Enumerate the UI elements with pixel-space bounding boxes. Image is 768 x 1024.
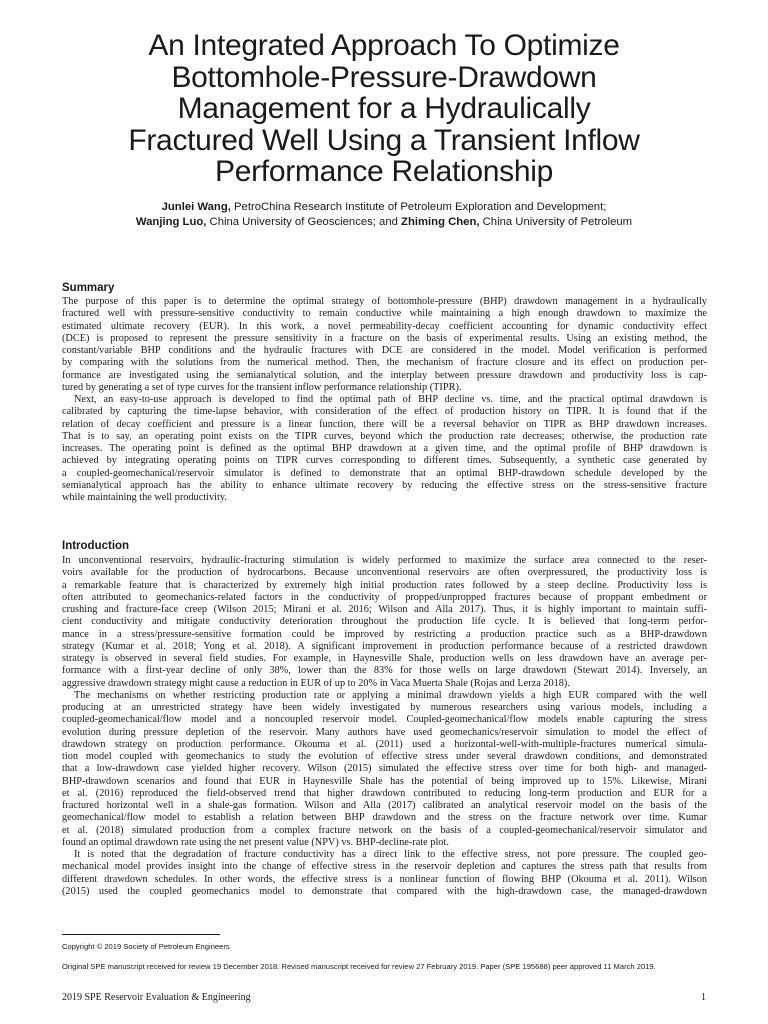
title-line: Bottomhole-Pressure-Drawdown	[171, 60, 597, 94]
text-line: fractured well with pressure-sensitive conductivity to remain conductive while maintaining a high enough drawdown to maximize the	[62, 308, 707, 320]
text-line: different drawdown schedules. In other words, the effective stress is a nonlinear function of flowing BHP (Okouma et al. 2011). Wilson	[62, 873, 707, 885]
text-line: That is to say, an operating point exists on the TIPR curves, beyond which the production rate decreases; otherwise, the production rate	[62, 430, 707, 442]
text-line: It is noted that the degradation of fracture conductivity has a direct link to the effective stress, not pore pressure. The coupled geo-	[74, 849, 707, 860]
introduction-body	[62, 555, 707, 898]
text-line: strategy is observed in several field studies. For example, in Haynesville Shale, production wells on less drawdown have an average per-	[62, 653, 707, 664]
text-line: constant/variable BHP conditions and the hydraulic fractures with DCE are considered in the model. Model verification is performed	[62, 345, 707, 356]
text-line: (DCE) is proposed to represent the pressure sensitivity in a fracture on the basis of experimental results. Using an existing method, the	[62, 332, 707, 344]
text-line: a coupled-geomechanical/reservoir simulator is defined to demonstrate that an optimal BHP-drawdown schedule developed by the	[62, 467, 707, 479]
text-line: (2015) used the coupled geomechanics model to demonstrate that compared with the high-drawdown case, the managed-drawdown	[62, 885, 707, 897]
journal-name: 2019 SPE Reservoir Evaluation & Engineering	[62, 992, 251, 1003]
text-line: tured by generating a set of type curves for the transient inflow performance relationship (TIPR).	[62, 381, 462, 393]
text-line: mance in a stress/pressure-sensitive formation could be improved by restricting a production practice such as a BHP-drawdown	[62, 628, 707, 640]
author-line-1	[60, 200, 708, 215]
copyright-notice: Copyright © 2019 Society of Petroleum Engineers	[62, 942, 230, 951]
text-line: found an optimal drawdown rate using the net present value (NPV) vs. BHP-decline-rate plot.	[62, 836, 449, 848]
text-line: achieved by integrating operating points on TIPR curves corresponding to different times. Subsequently, a synthetic case generated by	[62, 455, 707, 467]
text-line: increases. The operating point is defined as the optimal BHP drawdown at a given time, and the optimal profile of BHP drawdown is	[62, 443, 707, 454]
text-line: calibrated by capturing the time-lapse behavior, with consideration of the effect of production history on TIPR. It is found that if the	[62, 406, 707, 418]
text-line: crushing and fracture-face creep (Wilson 2015; Mirani et al. 2016; Wilson and Alla 2017). Thus, it is highly important to maintain suffi-	[62, 604, 707, 615]
text-line: strategy (Kumar et al. 2018; Yong et al. 2018). A significant improvement in production performance because of a restricted drawdown	[62, 640, 707, 652]
title-line: Management for a Hydraulically	[177, 92, 591, 125]
text-line: The purpose of this paper is to determine the optimal strategy of bottomhole-pressure (BHP) drawdown management in a hydraulically	[62, 296, 707, 307]
author-name: Wanjing Luo,	[135, 216, 207, 228]
text-line: while maintaining the well productivity.	[62, 492, 227, 503]
text-line: tion model coupled with geomechanics to study the evolution of effective stress under several drawdown conditions, and demonstrated	[62, 751, 707, 762]
author-line-2	[60, 215, 708, 230]
summary-heading: Summary	[62, 282, 115, 294]
author-affiliation: PetroChina Research Institute of Petroleum Exploration and Development;	[230, 201, 607, 213]
text-line: aggressive drawdown strategy might cause a reduction in EUR of up to 20% in Vaca Muerta Shale (Rojas and Lerza 2018).	[62, 677, 570, 689]
author-block	[60, 200, 708, 230]
author-affiliation: China University of Petroleum	[479, 216, 633, 228]
summary-body	[62, 296, 707, 504]
text-line: In unconventional reservoirs, hydraulic-fracturing stimulation is widely performed to maximize the surface area connected to the reser-	[62, 555, 707, 566]
text-line: mechanical model provides insight into the change of effective stress in the reservoir depletion and captures the stress path that results from	[62, 861, 707, 873]
title-line: Performance Relationship	[215, 155, 553, 188]
footnote-rule	[62, 934, 220, 935]
title-line: An Integrated Approach To Optimize	[148, 29, 620, 62]
text-line: Next, an easy-to-use approach is developed to find the optimal path of BHP decline vs. time, and the practical optimal drawdown is	[74, 394, 707, 405]
text-line: fractured horizontal well in a shale-gas formation. Wilson and Alla (2017) calibrated an analytical reservoir model on the basis of the	[62, 800, 707, 811]
page-number: 1	[701, 992, 706, 1003]
text-line: et al. (2018) simulated production from a complex fracture network on the basis of a coupled-geomechanical/reservoir simulator and	[62, 824, 707, 836]
text-line: The mechanisms on whether restricting production rate or applying a minimal drawdown yields a high EUR compared with the well	[74, 689, 707, 701]
text-line: BHP-drawdown scenarios and found that EUR in Haynesville Shale has the potential of being improved up to 15%. Likewise, Mirani	[62, 775, 707, 787]
title-line: Fractured Well Using a Transient Inflow	[128, 123, 640, 157]
text-line: geomechanical/flow model to establish a relation between BHP drawdown and the stress on the fracture network over time. Kumar	[62, 812, 707, 824]
paper-title	[70, 30, 698, 188]
text-line: coupled-geomechanical/flow model and a noncoupled reservoir model. Coupled-geomechanical/flow models enable capturing the stress	[62, 714, 707, 726]
text-line: relation of decay coefficient and pressure is a linear function, there will be a reversal behavior on TIPR as BHP drawdown increases.	[62, 418, 707, 430]
text-line: formance are investigated using the semianalytical solution, and the interplay between pressure drawdown and productivity loss is cap-	[62, 369, 707, 381]
text-line: drawdown strategy on production performance. Okouma et al. (2011) used a horizontal-well-with-multiple-fractures numerical simula-	[62, 738, 707, 750]
manuscript-history: Original SPE manuscript received for review 19 December 2018. Revised manuscript received for review 27 February 2019. Paper (SPE 195688) peer approved 11 March 2019.	[62, 962, 656, 971]
text-line: cient conductivity and mitigate conductivity deterioration throughout the production life cycle. It is believed that long-term perfor-	[62, 616, 707, 628]
introduction-heading: Introduction	[62, 540, 130, 552]
text-line: evolution during pressure depletion of the reservoir. Many authors have used geomechanics/reservoir simulation to model the effect of	[62, 726, 707, 738]
text-line: that a low-drawdown case yielded higher recovery. Wilson (2015) simulated the effective stress over time for both high- and managed-	[62, 763, 707, 775]
author-name: Junlei Wang,	[161, 201, 231, 213]
text-line: voirs available for the production of hydrocarbons. Because unconventional reservoirs are often overpressured, the productivity loss is	[62, 567, 707, 579]
text-line: et al. (2016) reproduced the field-observed trend that higher drawdown contributed to reducing long-term production and EUR for a	[62, 787, 707, 799]
text-line: often attributed to geomechanics-related factors in the conductivity of propped/unpropped fractures because of proppant embedment or	[62, 591, 707, 603]
text-line: a remarkable feature that is characterized by extremely high initial production rates followed by a steep decline. Productivity loss is	[62, 579, 707, 591]
text-line: estimated ultimate recovery (EUR). In this work, a novel permeability-decay coefficient accounting for dynamic conductivity effect	[62, 320, 707, 332]
text-line: producing at an unrestricted strategy have been widely investigated by numerous researchers using various models, including a	[62, 702, 707, 713]
text-line: by comparing with the solutions from the numerical method. Then, the mechanism of fracture closure and its effect on production per-	[62, 357, 707, 369]
text-line: semianalytical approach has the ability to enhance ultimate recovery by reducing the effective stress on the stress-sensitive fracture	[62, 479, 707, 491]
text-line: formance with a first-year decline of only 38%, lower than the 83% for those wells on large drawdown (Stewart 2014). Inversely, an	[62, 665, 707, 677]
author-name: Zhiming Chen,	[401, 216, 480, 228]
author-affiliation: China University of Geosciences; and	[206, 216, 402, 228]
